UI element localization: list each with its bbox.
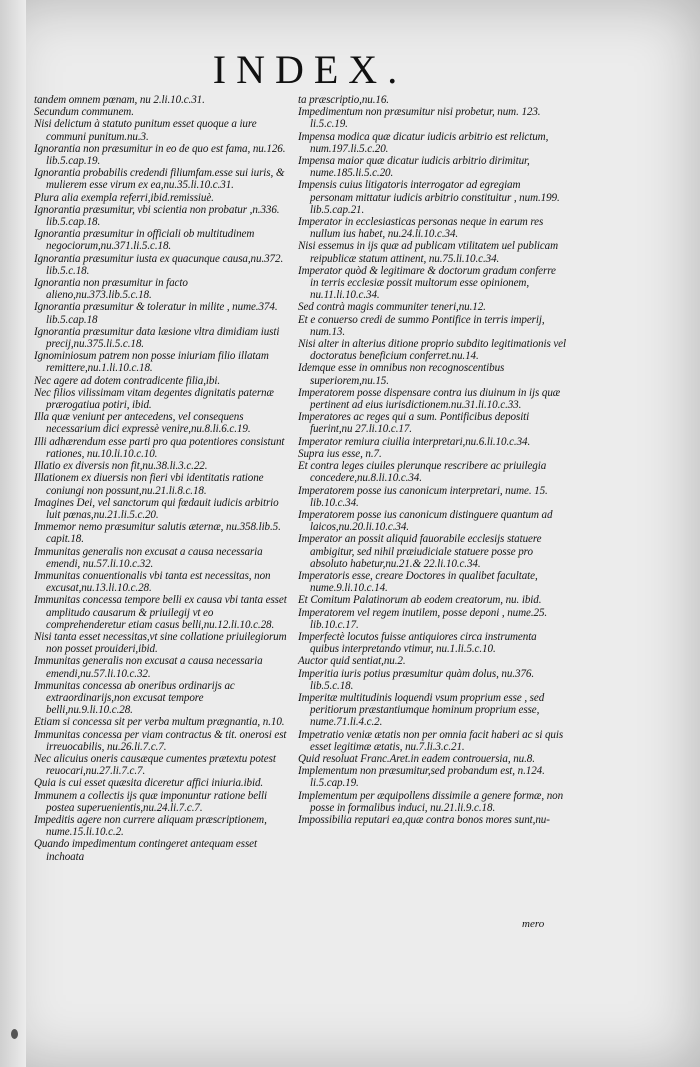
index-entry: Supra ius esse, n.7. xyxy=(298,447,382,460)
index-entry: Ignominiosum patrem non posse iniuriam filio illatam remittere,nu.1.li.10.c.18. xyxy=(34,350,269,375)
index-entry: Nec agere ad dotem contradicente filia,ibi. xyxy=(34,374,220,387)
index-column-left xyxy=(34,94,290,863)
index-entry: Imperator remiura ciuilia interpretari,nu.6.li.10.c.34. xyxy=(298,435,531,448)
index-entry: Nec filios vilissimam vitam degentes dignitatis paternæ prærogatiua potiri, ibid. xyxy=(34,386,274,412)
page-title: INDEX. xyxy=(212,47,408,92)
index-entry: Nisi tanta esset necessitas,vt sine collatione priuilegiorum non posset prouideri,ibid. xyxy=(34,630,287,656)
index-entry: Et e conuerso credi de summo Pontifice in terris imperij, num.13. xyxy=(298,313,545,338)
index-entry: Imperatoris esse, creare Doctores in qualibet facultate, nume.9.li.10.c.14. xyxy=(298,569,538,595)
index-entry: Illa quæ veniunt per antecedens, vel consequens necessarium dici expressè venire,nu.8.li.6.c.19. xyxy=(34,411,251,436)
index-entry: Et contra leges ciuiles plerunque rescribere ac priuilegia concedere,nu.8.li.10.c.34. xyxy=(298,460,547,485)
index-entry: Immunem a collectis ijs quæ imponuntur ratione belli postea superuenientis,nu.24.li.7.c.7. xyxy=(34,789,267,814)
index-entry: Ignorantia præsumitur & toleratur in milite , nume.374. lib.5.cap.18 xyxy=(34,301,278,326)
index-entry: Immunitas generalis non excusat a causa necessaria emendi,nu.57.li.10.c.32. xyxy=(34,655,263,680)
index-entry: Illationem ex diuersis non fieri vbi identitatis ratione coniungi non possunt,nu.21.li.8.c.18. xyxy=(34,472,264,497)
index-entry: tandem omnem pœnam, nu 2.li.10.c.31. xyxy=(34,94,205,106)
index-entry: Sed contrà magis communiter teneri,nu.12. xyxy=(298,301,486,314)
index-entry: Immunitas generalis non excusat a causa necessaria emendi, nu.57.li.10.c.32. xyxy=(34,545,263,570)
index-entry: Immemor nemo præsumitur salutis æternæ, nu.358.lib.5. capit.18. xyxy=(34,521,281,546)
index-entry: Et Comitum Palatinorum ab eodem creatorum, nu. ibid. xyxy=(298,594,542,607)
index-entry: Ignorantia non præsumitur in eo de quo est fama, nu.126. lib.5.cap.19. xyxy=(34,142,286,168)
index-entry: Illi adhærendum esse parti pro qua potentiores consistunt rationes, nu.10.li.10.c.10. xyxy=(34,435,285,460)
index-entry: Ignorantia præsumitur in officiali ob multitudinem negociorum,nu.371.li.5.c.18. xyxy=(34,228,255,253)
index-entry: Nisi alter in alterius ditione proprio subdito legitimationis vel doctoratus beneficium conferret.nu.14. xyxy=(298,338,566,363)
index-entry: Imperatorem posse ius canonicum interpretari, nume. 15. lib.10.c.34. xyxy=(298,484,548,509)
index-entry: Immunitas concessa ab oneribus ordinarijs ac extraordinarijs,non excusat tempore belli,nu.9.li.10.c.28. xyxy=(34,679,235,717)
index-entry: Imperator quòd & legitimare & doctorum gradum conferre in terris ecclesiæ possit multorum esse opinionem, nu.11.li.10.c.34. xyxy=(298,264,556,302)
index-entry: Quia is cui esset quæsita diceretur affici iniuria.ibid. xyxy=(34,777,264,790)
index-entry: Nisi essemus in ijs quæ ad publicam vtilitatem uel publicam reipublicæ statum attinent, nu.75.li.10.c.34. xyxy=(298,240,559,265)
index-entry: Ignorantia non præsumitur in facto alieno,nu.373.lib.5.c.18. xyxy=(34,277,188,302)
index-entry: Nisi delictum à statuto punitum esset quoque a iure communi punitum.nu.3. xyxy=(34,118,257,143)
index-entry: Ignorantia præsumitur iusta ex quacunque causa,nu.372. lib.5.c.18. xyxy=(34,252,284,277)
index-entry: Plura alia exempla referri,ibid.remissiuè. xyxy=(34,191,214,204)
index-entry: Imperatorem posse dispensare contra ius diuinum in ijs quæ pertinent ad eius iurisdictionem.nu.31.li.10.c.33. xyxy=(298,386,561,412)
index-entry: Impeditis agere non currere aliquam præscriptionem, nume.15.li.10.c.2. xyxy=(34,813,267,839)
binding-shadow xyxy=(0,0,26,1067)
index-entry: Impensa maior quæ dicatur iudicis arbitrio dirimitur, nume.185.li.5.c.20. xyxy=(298,155,530,180)
index-entry: Etiam si concessa sit per verba multum prægnantia, n.10. xyxy=(34,716,285,729)
index-entry: Implementum per æquipollens dissimile a genere formæ, non posse in formalibus induci, nu.21.li.9.c.18. xyxy=(298,789,564,814)
index-entry: Immunitas concessa tempore belli ex causa vbi tanta esset amplitudo causarum & priuilegij vt eo comprehenderetur etiam casus belli,nu.12.li.10.c.28. xyxy=(34,594,287,631)
index-entry: Imperitæ multitudinis loquendi vsum proprium esse , sed peritiorum præstantiumque hominum proprium esse, nume.71.li.4.c.2. xyxy=(298,691,545,729)
index-entry: Nec alicuius oneris causæque cumentes prætextu potest reuocari,nu.27.li.7.c.7. xyxy=(34,752,276,778)
index-entry: Illatio ex diversis non fit,nu.38.li.3.c.22. xyxy=(34,460,208,473)
index-entry: Immunitas conuentionalis vbi tanta est necessitas, non excusat,nu.13.li.10.c.28. xyxy=(34,569,271,595)
index-entry: Ignorantia probabilis credendi filiumfam.esse sui iuris, & mulierem esse virum ex ea,nu.35.li.10.c.31. xyxy=(34,167,285,192)
index-entry: Imperitia iuris potius præsumitur quàm dolus, nu.376. lib.5.c.18. xyxy=(298,667,535,692)
index-entry: Imperatores ac reges qui a sum. Pontificibus depositi fuerint,nu 27.li.10.c.17. xyxy=(298,411,530,436)
index-entry: Impensis cuius litigatoris interrogator ad egregiam personam mittatur iudicis arbitrio constituitur , num.199. lib.5.cap.21. xyxy=(298,179,560,216)
index-entry: Impossibilia reputari ea,quæ contra bonos mores sunt,nu- xyxy=(298,813,550,826)
index-entry: Secundum communem. xyxy=(34,106,134,119)
index-entry: Ignorantia præsumitur data læsione vltra dimidiam iusti precij,nu.375.li.5.c.18. xyxy=(34,325,280,351)
index-column-right xyxy=(298,94,566,826)
index-entry: Imagines Dei, vel sanctorum qui fœdauit iudicis arbitrio luit pœnas,nu.21.li.5.c.20. xyxy=(34,496,279,521)
index-entry: Imperatorem vel regem inutilem, posse deponi , nume.25. lib.10.c.17. xyxy=(298,606,548,631)
index-entry: ta præscriptio,nu.16. xyxy=(298,94,389,106)
index-entry: Impensa modica quæ dicatur iudicis arbitrio est relictum, num.197.li.5.c.20. xyxy=(298,130,549,155)
index-entry: Immunitas concessa per viam contractus & tit. onerosi est irreuocabilis, nu.26.li.7.c.7. xyxy=(34,728,287,753)
index-entry: Imperfectè locutos fuisse antiquiores circa instrumenta quibus interpretando vtimur, nu.1.li.5.c.10. xyxy=(298,630,537,656)
index-entry: Idemque esse in omnibus non recognoscentibus superiorem,nu.15. xyxy=(298,362,505,387)
index-entry: Impetratio veniæ ætatis non per omnia facit haberi ac si quis esset legitimæ ætatis, nu.7.li.3.c.21. xyxy=(298,728,564,753)
index-entry: Imperator an possit aliquid fauorabile ecclesijs statuere ambigitur, sed nihil præiudiciale statuere posse pro absoluto habetur,nu.21.& 22.li.10.c.34. xyxy=(298,533,542,570)
index-entry: Quando impedimentum contingeret antequam esset inchoata xyxy=(34,838,257,863)
index-entry: Imperatorem posse ius canonicum distinguere quantum ad laicos,nu.20.li.10.c.34. xyxy=(298,508,553,534)
index-entry: Quid resoluat Franc.Aret.in eadem controuersia, nu.8. xyxy=(298,752,535,765)
index-entry: Auctor quid sentiat,nu.2. xyxy=(298,655,406,668)
index-entry: Imperator in ecclesiasticas personas neque in earum res nullum ius habet, nu.24.li.10.c.34. xyxy=(298,216,544,241)
page-hole xyxy=(11,1029,18,1039)
index-entry: Implementum non præsumitur,sed probandum est, n.124. li.5.cap.19. xyxy=(298,765,545,790)
index-entry: Impedimentum non præsumitur nisi probetur, num. 123. li.5.c.19. xyxy=(298,106,541,131)
catchword: mero xyxy=(522,918,545,930)
index-entry: Ignorantia præsumitur, vbi scientia non probatur ,n.336. lib.5.cap.18. xyxy=(34,203,280,229)
